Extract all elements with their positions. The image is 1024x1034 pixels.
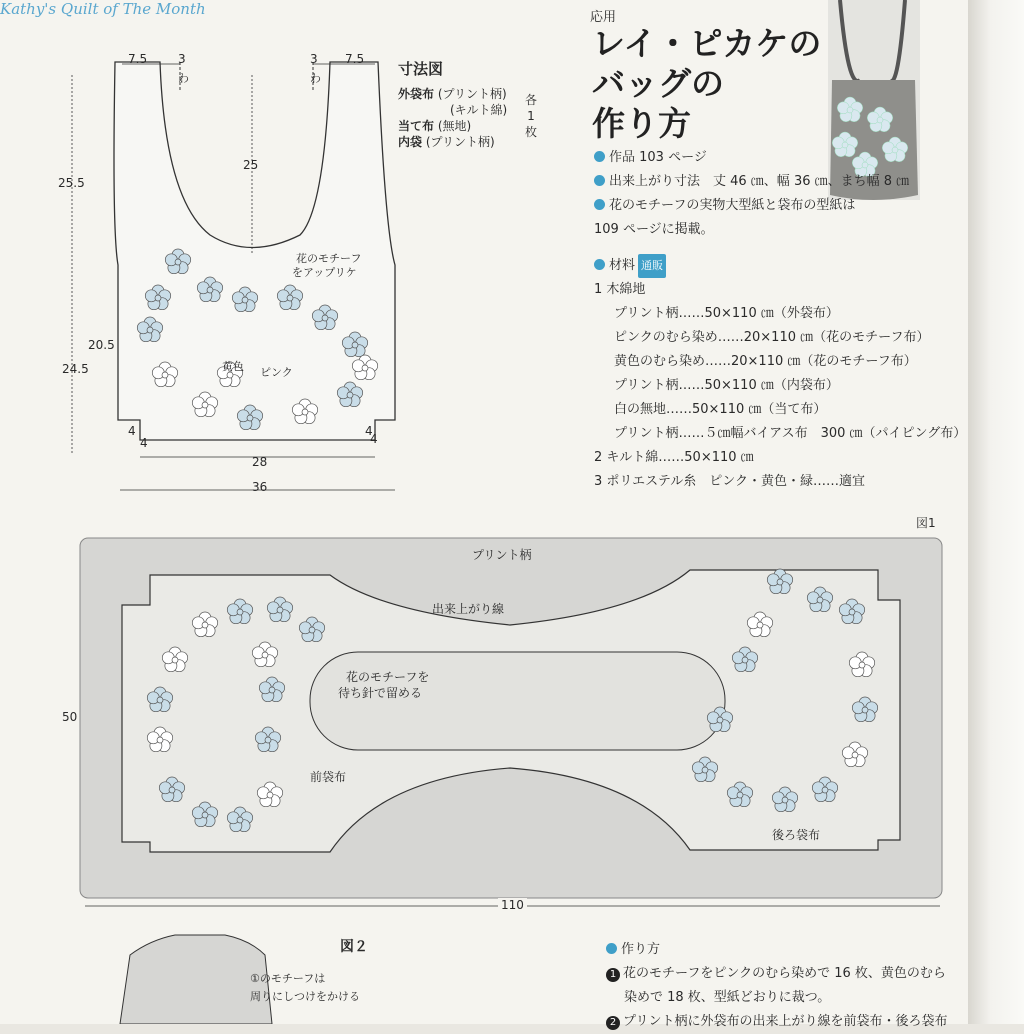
material-line: 3 ポリエステル糸 ピンク・黄色・緑……適宜	[594, 474, 865, 489]
legend-note: (プリント柄)	[425, 135, 495, 149]
legend-note: (キルト綿)	[450, 103, 508, 117]
dim-corner-left-b: 4	[140, 436, 148, 450]
step-line: 染めで 18 枚、型紙どおりに裁つ。	[624, 990, 831, 1005]
figure1-pin-note-1: 花のモチーフを	[346, 670, 430, 684]
info-line: 出来上がり寸法 丈 46 ㎝、幅 36 ㎝、まち幅 8 ㎝	[609, 174, 910, 189]
fold-mark-left: わ	[178, 72, 189, 85]
info-line: 109 ページに掲載。	[594, 222, 714, 237]
info-block	[594, 146, 909, 242]
figure1-back-panel: 後ろ袋布	[772, 828, 821, 842]
applique-note-1: 花のモチーフ	[296, 252, 362, 265]
dim-left-top: 25.5	[58, 176, 85, 190]
dim-bottom-outer: 36	[252, 480, 268, 494]
figure1-finish-line-label: 出来上がり線	[432, 602, 505, 616]
bullet-icon	[594, 151, 605, 162]
legend-note: (無地)	[437, 119, 472, 133]
bullet-icon	[606, 943, 617, 954]
figure1-tag: 図1	[916, 516, 936, 530]
legend-qty-each: 各	[524, 93, 537, 107]
dimension-legend	[398, 86, 507, 150]
dim-corner-left-a: 4	[128, 424, 136, 438]
material-line: 白の無地……50×110 ㎝（当て布）	[614, 402, 827, 417]
bullet-icon	[594, 175, 605, 186]
dim-fold-left: 3	[178, 52, 186, 66]
dim-left-outer: 24.5	[62, 362, 89, 376]
legend-note: (プリント柄)	[437, 87, 507, 101]
figure1-center-opening	[310, 652, 725, 750]
dim-fold-right: 3	[310, 52, 318, 66]
steps-block	[606, 938, 966, 1034]
mail-order-badge: 通販	[638, 254, 666, 278]
dim-left-inner: 20.5	[88, 338, 115, 352]
title-line-2: バッグの	[592, 64, 724, 103]
dim-corner-right-a: 4	[365, 424, 373, 438]
figure2-title: 図２	[340, 939, 368, 955]
steps-label: 作り方	[621, 942, 661, 957]
materials-block	[594, 254, 966, 494]
material-line: プリント柄……５㎝幅バイアス布 300 ㎝（パイピング布）	[614, 426, 966, 441]
legend-qty-unit: 枚	[524, 125, 537, 139]
info-line: 作品 103 ページ	[609, 150, 707, 165]
step-line: プリント柄に外袋布の出来上がり線を前袋布・後ろ袋布	[623, 1014, 948, 1029]
materials-label: 材料	[609, 258, 636, 273]
label-yellow: 黄色	[222, 360, 244, 373]
series-title: Kathy's Quilt of The Month	[0, 0, 206, 18]
label-pink: ピンク	[260, 366, 293, 379]
dim-handle-height: 25	[243, 158, 259, 172]
title-line-1: レイ・ピカケの	[592, 24, 822, 63]
dim-corner-right-b: 4	[370, 432, 378, 446]
fold-mark-right: わ	[310, 72, 321, 85]
page-gutter	[968, 0, 1024, 1024]
material-line: プリント柄……50×110 ㎝（内袋布）	[614, 378, 839, 393]
dimension-title: 寸法図	[398, 60, 444, 78]
material-line: 2 キルト綿……50×110 ㎝	[594, 450, 754, 465]
figure1-width: 110	[498, 898, 527, 912]
figure2-note-2: 周りにしつけをかける	[250, 990, 360, 1003]
applique-note-2: をアップリケ	[292, 266, 357, 279]
figure1-front-panel: 前袋布	[310, 770, 347, 784]
subtitle: 応用	[590, 10, 617, 25]
figure1-pin-note-2: 待ち針で留める	[338, 686, 423, 700]
legend-name: 外袋布	[398, 87, 435, 101]
legend-name: 内袋	[398, 135, 423, 149]
bullet-icon	[594, 199, 605, 210]
title-line-3: 作り方	[592, 104, 691, 143]
figure1-height: 50	[62, 710, 78, 724]
dim-top-right: 7.5	[345, 52, 365, 66]
step-number-2: 2	[606, 1016, 620, 1030]
dim-bottom-inner: 28	[252, 455, 268, 469]
material-line: 黄色のむら染め……20×110 ㎝（花のモチーフ布）	[614, 354, 917, 369]
legend-quantity	[524, 92, 538, 140]
legend-qty-number: 1	[527, 109, 535, 123]
info-line: 花のモチーフの実物大型紙と袋布の型紙は	[609, 198, 856, 213]
dim-top-left: 7.5	[128, 52, 148, 66]
legend-name: 当て布	[398, 119, 435, 133]
figure2-note-1: ①のモチーフは	[250, 972, 326, 985]
step-number-1: 1	[606, 968, 620, 982]
material-line: プリント柄……50×110 ㎝（外袋布）	[614, 306, 839, 321]
step-line: 花のモチーフをピンクのむら染めで 16 枚、黄色のむら	[623, 966, 946, 981]
figure1-print-label: プリント柄	[472, 548, 532, 562]
material-line: ピンクのむら染め……20×110 ㎝（花のモチーフ布）	[614, 330, 930, 345]
material-line: 1 木綿地	[594, 282, 646, 297]
bullet-icon	[594, 259, 605, 270]
